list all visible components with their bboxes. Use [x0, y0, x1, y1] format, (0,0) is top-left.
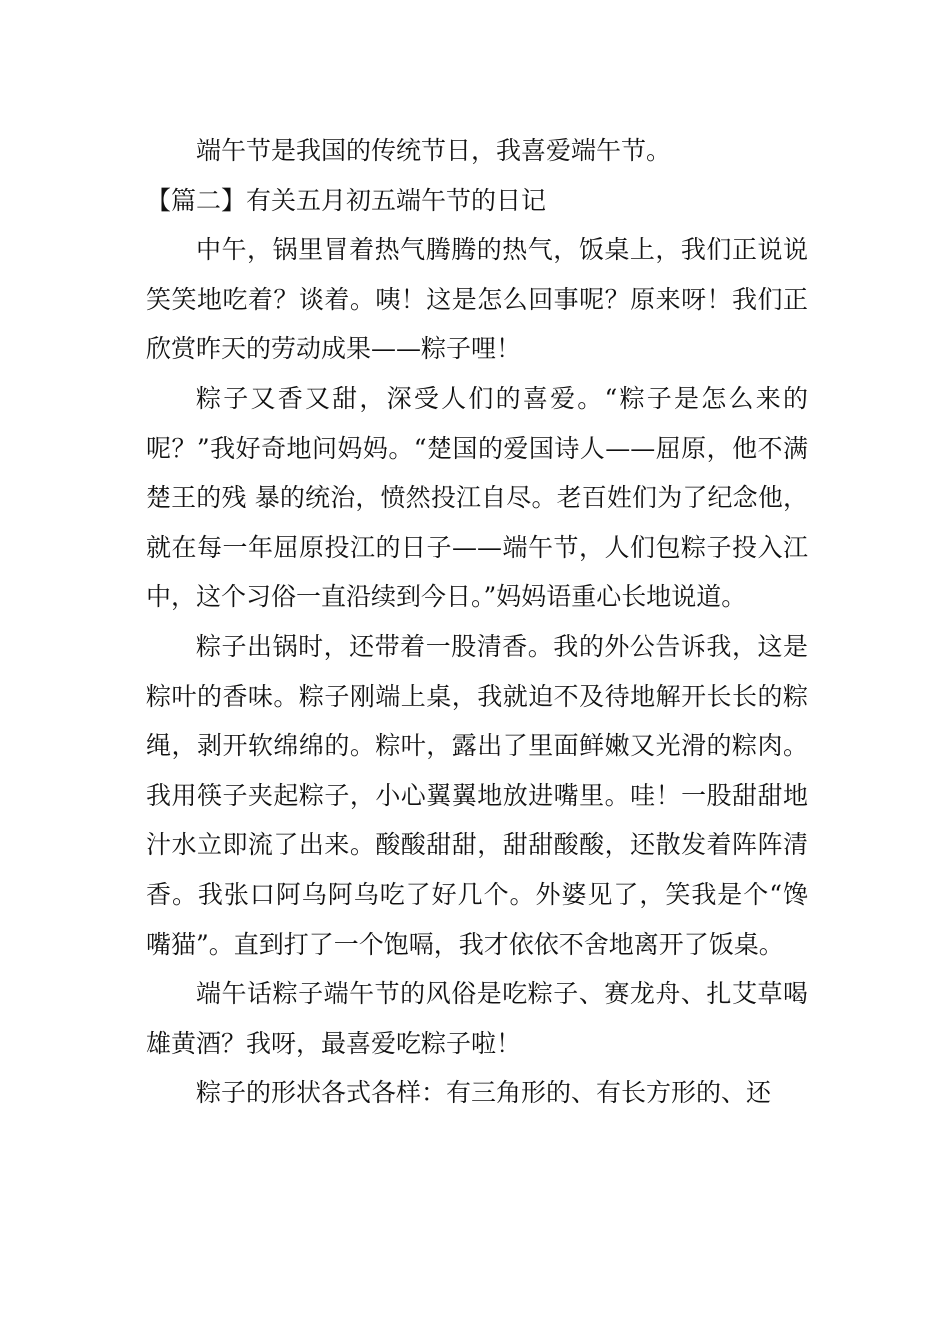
- section-heading: 【篇二】有关五月初五端午节的日记: [146, 185, 547, 215]
- paragraph-eating: 粽子出锅时，还带着一股清香。我的外公告诉我，这是粽叶的香味。粽子刚端上桌，我就迫不及待地解开长长的粽绳，剥开软绵绵的。粽叶，露出了里面鲜嫩又光滑的粽肉。我用筷子夹起粽子，小心翼翼地放进嘴里。哇！一股甜甜地汁水立即流了出来。酸酸甜甜，甜甜酸酸，还散发着阵阵清香。我张口阿乌阿乌吃了好几个。外婆见了，笑我是个“馋嘴猫”。直到打了一个饱嗝，我才依依不舍地离开了饭桌。: [146, 631, 808, 959]
- paragraph-intro-ending: 端午节是我国的传统节日，我喜爱端午节。: [196, 136, 672, 165]
- paragraph-origin: 粽子又香又甜，深受人们的喜爱。“粽子是怎么来的呢？”我好奇地问妈妈。“楚国的爱国诗人——屈原，他不满楚王的残 暴的统治，愤然投江自尽。老百姓们为了纪念他，就在每一年屈原投江的日子——端午节，人们包粽子投入江中，这个习俗一直沿续到今日。”妈妈语重心长地说道。: [146, 383, 808, 612]
- paragraph-lunch: 中午，锅里冒着热气腾腾的热气，饭桌上，我们正说说笑笑地吃着？谈着。咦！这是怎么回事呢？原来呀！我们正欣赏昨天的劳动成果——粽子哩！: [146, 235, 808, 364]
- paragraph-shapes: 粽子的形状各式各样：有三角形的、有长方形的、还: [196, 1078, 772, 1108]
- paragraph-customs: 端午话粽子端午节的风俗是吃粽子、赛龙舟、扎艾草喝雄黄酒？我呀，最喜爱吃粽子啦！: [146, 979, 808, 1058]
- document-body: [146, 126, 808, 1118]
